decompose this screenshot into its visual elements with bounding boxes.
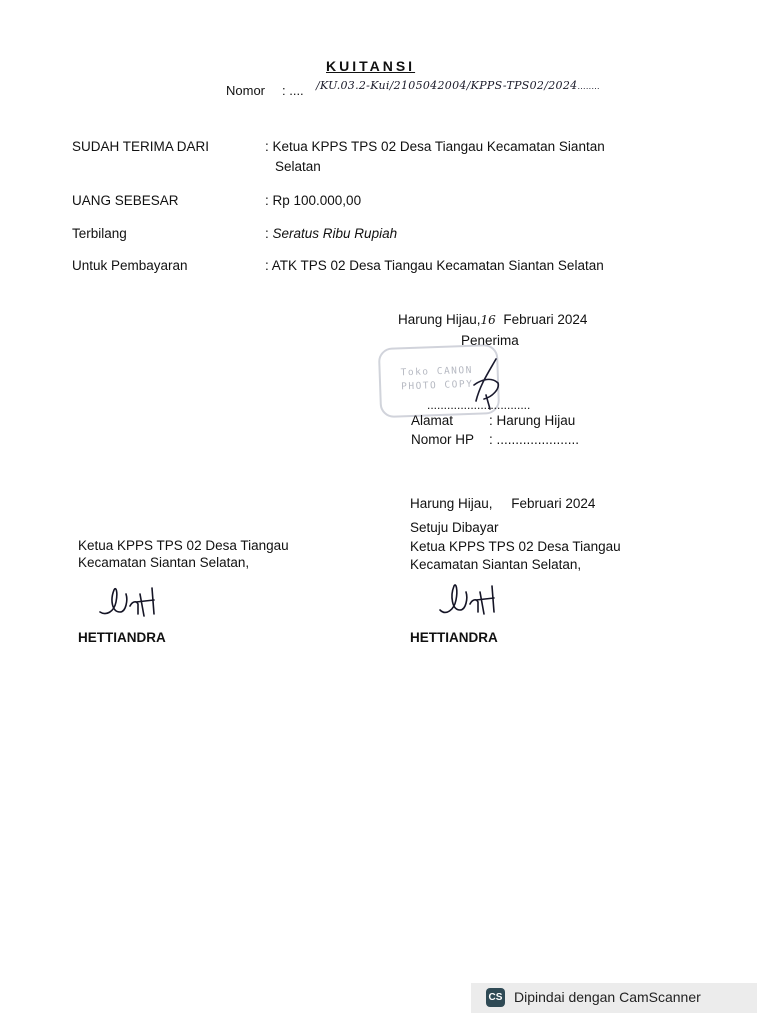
nomor-handwritten-value	[316, 79, 600, 92]
field-value-terbilang	[265, 226, 397, 241]
camscanner-logo-icon: CS	[486, 988, 505, 1007]
terbilang-text: Seratus Ribu Rupiah	[272, 226, 398, 241]
right-signer-name: HETTIANDRA	[410, 630, 498, 645]
field-value-sudah-terima-cont: Selatan	[275, 159, 321, 174]
receiver-day: 16	[480, 313, 496, 327]
camscanner-text: Dipindai dengan CamScanner	[514, 989, 701, 1005]
camscanner-watermark	[471, 983, 757, 1013]
field-value-uang-sebesar: : Rp 100.000,00	[265, 193, 362, 208]
nomor-label: Nomor	[226, 83, 266, 98]
left-signer-line-1: Ketua KPPS TPS 02 Desa Tiangau	[78, 538, 289, 553]
nomor-dots	[282, 83, 304, 98]
nomor-prefix: : ....	[282, 83, 304, 98]
address-label: Alamat	[411, 413, 454, 428]
left-signer-line-2: Kecamatan Siantan Selatan,	[78, 555, 250, 570]
stamp-line-2: PHOTO COPY	[400, 378, 474, 393]
left-signer-name: HETTIANDRA	[78, 630, 166, 645]
stamp-line-1: Toko CANON	[400, 364, 474, 379]
field-label-untuk-pembayaran: Untuk Pembayaran	[72, 258, 188, 273]
phone-label: Nomor HP	[411, 432, 475, 447]
terbilang-colon: :	[265, 226, 273, 241]
field-label-terbilang: Terbilang	[72, 226, 127, 241]
receipt-title: KUITANSI	[326, 58, 416, 74]
left-signature	[96, 582, 166, 622]
phone-value: : ......................	[489, 432, 580, 447]
right-signature	[436, 578, 506, 622]
nomor-suffix: ........	[577, 81, 600, 91]
address-value: : Harung Hijau	[489, 413, 576, 428]
field-label-uang-sebesar: UANG SEBESAR	[72, 193, 179, 208]
right-signer-approval: Setuju Dibayar	[410, 520, 499, 535]
receiver-place: Harung Hijau,	[398, 312, 481, 327]
field-value-sudah-terima: : Ketua KPPS TPS 02 Desa Tiangau Kecamatan Siantan	[265, 139, 605, 154]
right-signer-place-date: Harung Hijau, Februari 2024	[410, 496, 596, 511]
receiver-role: Penerima	[461, 333, 519, 348]
right-signer-line-2: Kecamatan Siantan Selatan,	[410, 557, 582, 572]
right-signer-line-1: Ketua KPPS TPS 02 Desa Tiangau	[410, 539, 621, 554]
receiver-date	[398, 312, 587, 327]
field-label-sudah-terima: SUDAH TERIMA DARI	[72, 139, 210, 154]
receiver-month-year: Februari 2024	[503, 312, 588, 327]
field-value-untuk-pembayaran: : ATK TPS 02 Desa Tiangau Kecamatan Siantan Selatan	[265, 258, 604, 273]
receiver-name-dots: ...............................	[427, 398, 531, 412]
nomor-value: /KU.03.2-Kui/2105042004/KPPS-TPS02/2024	[316, 79, 578, 92]
